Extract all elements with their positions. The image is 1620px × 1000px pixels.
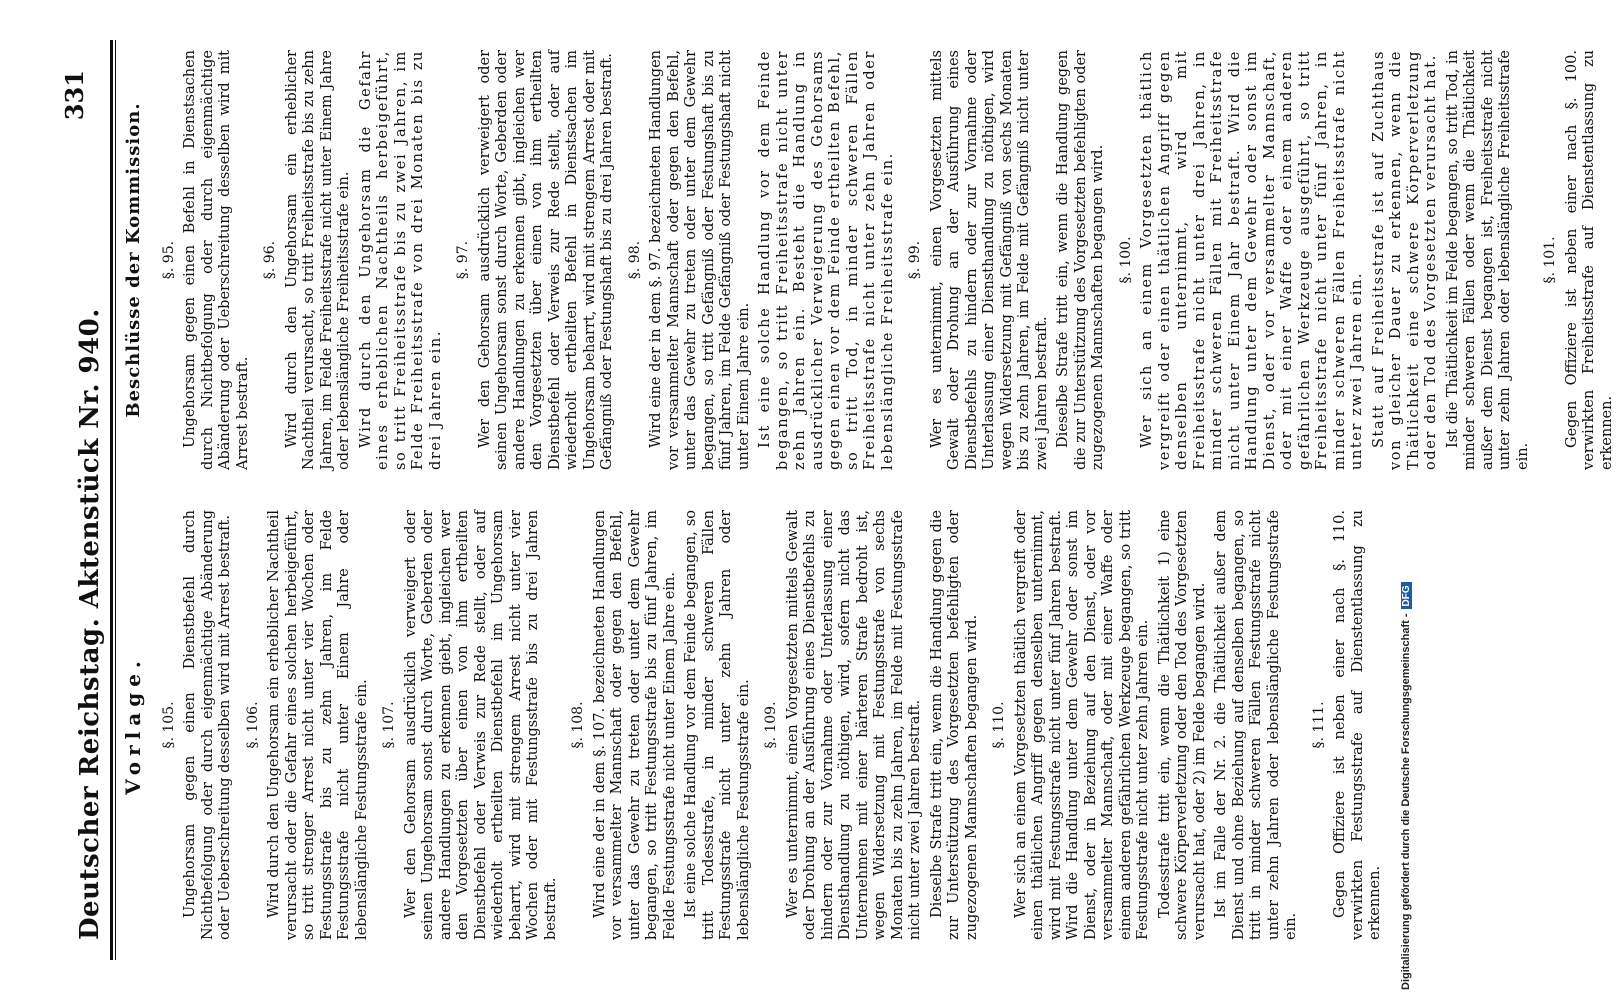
paragraph-number: §. 111. <box>1310 701 1327 749</box>
paragraph-text: Ist eine solche Handlung vor dem Feinde begangen, so tritt Freiheitsstrafe nicht unter zehn Jahren ein. Besteht die Handlung in ausdrücklicher Verweigerung des Gehorsams gegen einen vor dem Feinde ertheilten Befehl, so tritt Tod, in minder schweren Fällen Freiheitsstrafe nicht unter zehn Jahren oder lebenslängliche Freiheitsstrafe ein. <box>757 50 896 470</box>
paragraph-number: §. 106. <box>244 701 261 749</box>
paragraph-number: §. 108. <box>570 701 586 749</box>
paragraph-number: §. 110. <box>991 701 1007 749</box>
paragraph-text: Ungehorsam gegen einen Befehl in Dienstsachen durch Nichtbefolgung oder durch eigenmächtige Abänderung oder Ueberschreitung desselben wird mit Arrest bestraft. <box>182 50 251 470</box>
paragraph-text: Ist im Falle der Nr. 2. die Thätlichkeit außer dem Dienst und ohne Beziehung auf denselben begangen, so tritt in minder schweren Fällen Festungsstrafe nicht unter zehn Jahren oder lebenslängliche Festungsstrafe ein. <box>1213 510 1299 940</box>
paragraph-number: §. 95. <box>160 240 177 280</box>
paragraph-text: Ist eine solche Handlung vor dem Feinde begangen, so tritt Todesstrafe, in minder schweren Fällen Festungsstrafe nicht unter zehn Jahren oder lebenslängliche Festungsstrafe ein. <box>683 510 752 940</box>
paragraph-text: Wird durch den Ungehorsam die Gefahr eines erheblichen Nachtheils herbeigeführt, so tritt Freiheitsstrafe bis zu zwei Jahren, im Felde Freiheitsstrafe von drei Monaten bis zu drei Jahren ein. <box>357 50 444 470</box>
paragraph-text: Dieselbe Strafe tritt ein, wenn die Handlung gegen die zur Unterstützung des Vorgesetzten befehligten oder zugezogenen Mannschaften begangen wird. <box>1055 50 1106 470</box>
column-title-kommission: Beschlüsse der Kommission. <box>123 102 144 418</box>
dfg-logo: DFG <box>1401 582 1412 609</box>
paragraph-number: §. 101. <box>1542 236 1558 284</box>
paragraph-number: §. 109. <box>763 701 779 749</box>
paragraph-text: Wer den Gehorsam ausdrücklich verweigert oder seinen Ungehorsam sonst durch Worte, Geberden oder andere Handlungen zu erkennen gibt, ingleichen wer den Vorgesetzten über einen von ihm ertheilten Dienstbefehl oder Verweis zur Rede stellt, oder auf wiederholt ertheilten Befehl in Dienstsachen im Ungehorsam beharrt, wird mit strengem Arrest oder mit Gefängniß oder Festungshaft bis zu drei Jahren bestraft. <box>476 50 615 470</box>
kommission-paragraphs <box>161 50 1617 470</box>
paragraph-text: Wer es unternimmt, einen Vorgesetzten mittels Gewalt oder Drohung an der Ausführung eines Dienstbefehls zu hindern oder zur Vornahme oder Unterlassung einer Diensthandlung zu nöthigen, wird wegen Widersetzung mit Gefängniß von sechs Monaten bis zu zehn Jahren, im Felde mit Gefängniß nicht unter zwei Jahren bestraft. <box>928 50 1050 470</box>
paragraph-number: §. 98. <box>626 240 643 280</box>
header-rule-thin <box>115 40 116 960</box>
paragraph-text: Gegen Offiziere ist neben einer nach §. 100. verwirkten Freiheitsstrafe auf Dienstentlassung zu erkennen. <box>1563 50 1615 470</box>
paragraph-text: Wird durch den Ungehorsam ein erheblicher Nachtheil verursacht, so tritt Freiheitsstrafe bis zu zehn Jahren, im Felde Freiheitsstrafe nicht unter Einem Jahre oder lebenslängliche Freiheitsstrafe ein. <box>283 50 352 470</box>
paragraph-number: §. 99. <box>907 240 923 280</box>
paragraph-number: §. 107. <box>381 701 397 749</box>
paragraph-number: §. 100. <box>1117 236 1134 284</box>
paragraph-number: §. 105. <box>160 701 177 749</box>
paragraph-text: Dieselbe Strafe tritt ein, wenn die Handlung gegen die zur Unterstützung des Vorgesetzten befehligten oder zugezogenen Mannschaften begangen wird. <box>928 510 980 940</box>
column-kommission <box>125 50 1620 470</box>
paragraph-text: Wird eine der in dem §. 97. bezeichneten Handlungen vor versammelter Mannschaft oder gegen den Befehl, unter das Gewehr zu treten oder unter dem Gewehr begangen, so tritt Gefängniß oder Festungshaft bis zu fünf Jahren, im Felde Gefängniß oder Festungshaft nicht unter Einem Jahre ein. <box>648 50 752 470</box>
digitization-credit <box>1400 0 1418 1000</box>
page-header <box>50 40 110 960</box>
paragraph-text: Wer den Gehorsam ausdrücklich verweigert oder seinen Ungehorsam sonst durch Worte, Geberden oder andere Handlungen zu erkennen giebt, ingleichen wer den Vorgesetzten über einen von ihm ertheilten Dienstbefehl oder Verweis zur Rede stellt, oder auf wiederholt ertheilten Dienstbefehl im Ungehorsam beharrt, wird mit strengem Arrest nicht unter vier Wochen oder mit Festungsstrafe bis zu drei Jahren bestraft. <box>402 510 559 940</box>
column-title-vorlage: Vorlage. <box>121 655 145 795</box>
paragraph-text: Todesstrafe tritt ein, wenn die Thätlichkeit 1) eine schwere Körperverletzung oder den Tod des Vorgesetzten verursacht hat, oder 2) im Felde begangen wird. <box>1156 510 1208 940</box>
paragraph-text: Wer sich an einem Vorgesetzten thätlich vergreift oder einen thätlichen Angriff gegen denselben unternimmt, wird mit Freiheitsstrafe nicht unter drei Jahren, in minder schweren Fällen mit Freiheitsstrafe nicht unter Einem Jahr bestraft. Wird die Handlung unter dem Gewehr oder sonst im Dienst, oder vor versammelter Mannschaft, oder mit einer Waffe oder einem anderen gefährlichen Werkzeuge ausgeführt, so tritt Freiheitsstrafe nicht unter fünf Jahren, in minder schweren Fällen Freiheitsstrafe nicht unter zwei Jahren ein. <box>1139 50 1365 470</box>
page-number: 331 <box>60 70 89 121</box>
paragraph-text: Wer sich an einem Vorgesetzten thätlich vergreift oder einen thätlichen Angriff gegen denselben unternimmt, wird mit Festungsstrafe nicht unter fünf Jahren bestraft. Wird die Handlung unter dem Gewehr oder sonst im Dienst, oder in Beziehung auf den Dienst, oder vor versammelter Mannschaft, oder mit einer Waffe oder einem anderen gefährlichen Werkzeuge begangen, so tritt Festungsstrafe nicht unter zehn Jahren ein. <box>1012 510 1151 940</box>
paragraph-text: Gegen Offiziere ist neben einer nach §. 110. verwirkten Festungsstrafe auf Dienstentlassung zu erkennen. <box>1332 510 1383 940</box>
header-title: Deutscher Reichstag. Aktenstück Nr. 940. <box>75 308 105 940</box>
paragraph-text: Statt auf Freiheitsstrafe ist auf Zuchthaus von gleicher Dauer zu erkennen, wenn die Thätlichkeit eine schwere Körperverletzung oder den Tod des Vorgesetzten verursacht hat. <box>1370 50 1439 470</box>
paragraph-text: Wer es unternimmt, einen Vorgesetzten mittels Gewalt oder Drohung an der Ausführung eines Dienstbefehls zu hindern oder zur Vornahme oder Unterlassung einer Diensthandlung zu nöthigen, wird, sofern nicht das Unternehmen mit einer härteren Strafe bedroht ist, wegen Widersetzung mit Festungsstrafe von sechs Monaten bis zu zehn Jahren, im Felde mit Festungsstrafe nicht unter zwei Jahren bestraft. <box>784 510 923 940</box>
header-rule <box>110 40 113 960</box>
credit-text: Digitalisierung gefördert durch die Deutsche Forschungsgemeinschaft - <box>1400 613 1412 990</box>
vorlage-paragraphs <box>161 510 1385 940</box>
column-vorlage <box>121 510 1389 940</box>
paragraph-number: §. 96. <box>262 240 278 280</box>
paragraph-text: Ungehorsam gegen einen Dienstbefehl durch Nichtbefolgung oder durch eigenmächtige Abänderung oder Ueberschreitung desselben wird mit Arrest bestraft. <box>182 510 233 940</box>
paragraph-text: Ist die Thätlichkeit im Felde begangen, so tritt Tod, in minder schweren Fällen oder wenn die Thätlichkeit außer dem Dienst begangen ist, Freiheitsstrafe nicht unter zehn Jahren oder lebenslängliche Freiheitsstrafe ein. <box>1444 50 1531 470</box>
paragraph-text: Wird durch den Ungehorsam ein erheblicher Nachtheil verursacht oder die Gefahr eines solchen herbeigeführt, so tritt strenger Arrest nicht unter vier Wochen oder Festungsstrafe bis zu zehn Jahren, im Felde Festungsstrafe nicht unter Einem Jahre oder lebenslängliche Festungsstrafe ein. <box>266 510 370 940</box>
paragraph-text: Wird eine der in dem §. 107. bezeichneten Handlungen vor versammelter Mannschaft oder gegen den Befehl, unter das Gewehr zu treten oder unter dem Gewehr begangen, so tritt Festungsstrafe bis zu fünf Jahren, im Felde Festungsstrafe nicht unter Einem Jahre ein. <box>591 510 678 940</box>
paragraph-number: §. 97. <box>455 240 471 280</box>
